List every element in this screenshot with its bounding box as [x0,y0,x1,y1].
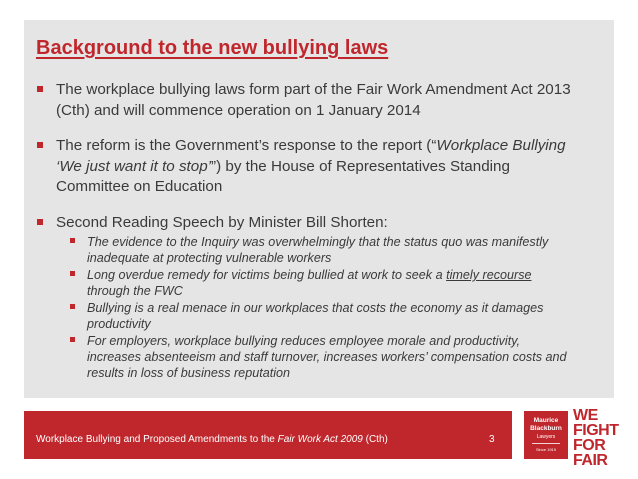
footer-text-part: Workplace Bullying and Proposed Amendments to the [36,434,278,445]
report-title: Workplace Bullying ‘We just want it to stop’ [56,137,566,175]
slogan-line: FOR [573,437,606,454]
square-bullet-icon [70,337,75,342]
slogan-logo [573,408,619,468]
slogan-line: FIGHT [573,422,619,439]
sub-bullet-list [36,234,576,381]
page-number: 3 [489,434,495,445]
sub-bullet-text: Long overdue remedy for victims being bullied at work to seek a [87,268,447,282]
sub-bullet-item [70,333,576,381]
slide-title: Background to the new bullying laws [36,37,389,59]
sub-bullet-item [70,267,576,299]
sub-bullet-text: The evidence to the Inquiry was overwhelmingly that the status quo was manifestly inadequate at protecting vulnerable workers [87,235,549,265]
bullet-list [36,80,576,382]
square-bullet-icon [70,238,75,243]
square-bullet-icon [37,142,43,148]
sub-bullet-item [70,234,576,266]
footer-caption [36,434,388,445]
bullet-item [36,136,576,198]
square-bullet-icon [37,86,43,92]
bullet-item [36,213,576,234]
bullet-text: ”) by the House of Representatives Standing Committee on Education [56,157,510,195]
underlined-phrase: timely recourse [446,268,532,282]
square-bullet-icon [70,271,75,276]
bullet-text: The workplace bullying laws form part of the Fair Work Amendment Act 2013 (Cth) and will commence operation on 1 January 2014 [56,81,571,119]
firm-logo [524,411,568,459]
logo-line: Blackburn [530,425,562,432]
sub-bullet-text: through the FWC [87,284,183,298]
footer-text-part: (Cth) [362,434,388,445]
logo-divider [532,443,560,444]
logo-line: Lawyers [536,434,556,440]
sub-bullet-text: Bullying is a real menace in our workplaces that costs the economy as it damages productivity [87,301,544,331]
bullet-text: Second Reading Speech by Minister Bill Shorten: [56,213,388,231]
bullet-text: The reform is the Government’s response to the report (“ [56,137,437,154]
bullet-item [36,80,576,121]
footer-act-name: Fair Work Act 2009 [277,434,363,445]
square-bullet-icon [37,219,43,225]
sub-bullet-item [70,300,576,332]
logo-line: Since 1919 [535,447,556,452]
square-bullet-icon [70,304,75,309]
sub-bullet-text: For employers, workplace bullying reduces employee morale and productivity, increases absenteeism and staff turnover, increases workers’ compensation costs and results in loss of business reputation [87,334,567,380]
slogan-line: FAIR [573,452,608,469]
logo-line: Maurice [533,417,559,424]
slogan-line: WE [573,407,598,424]
